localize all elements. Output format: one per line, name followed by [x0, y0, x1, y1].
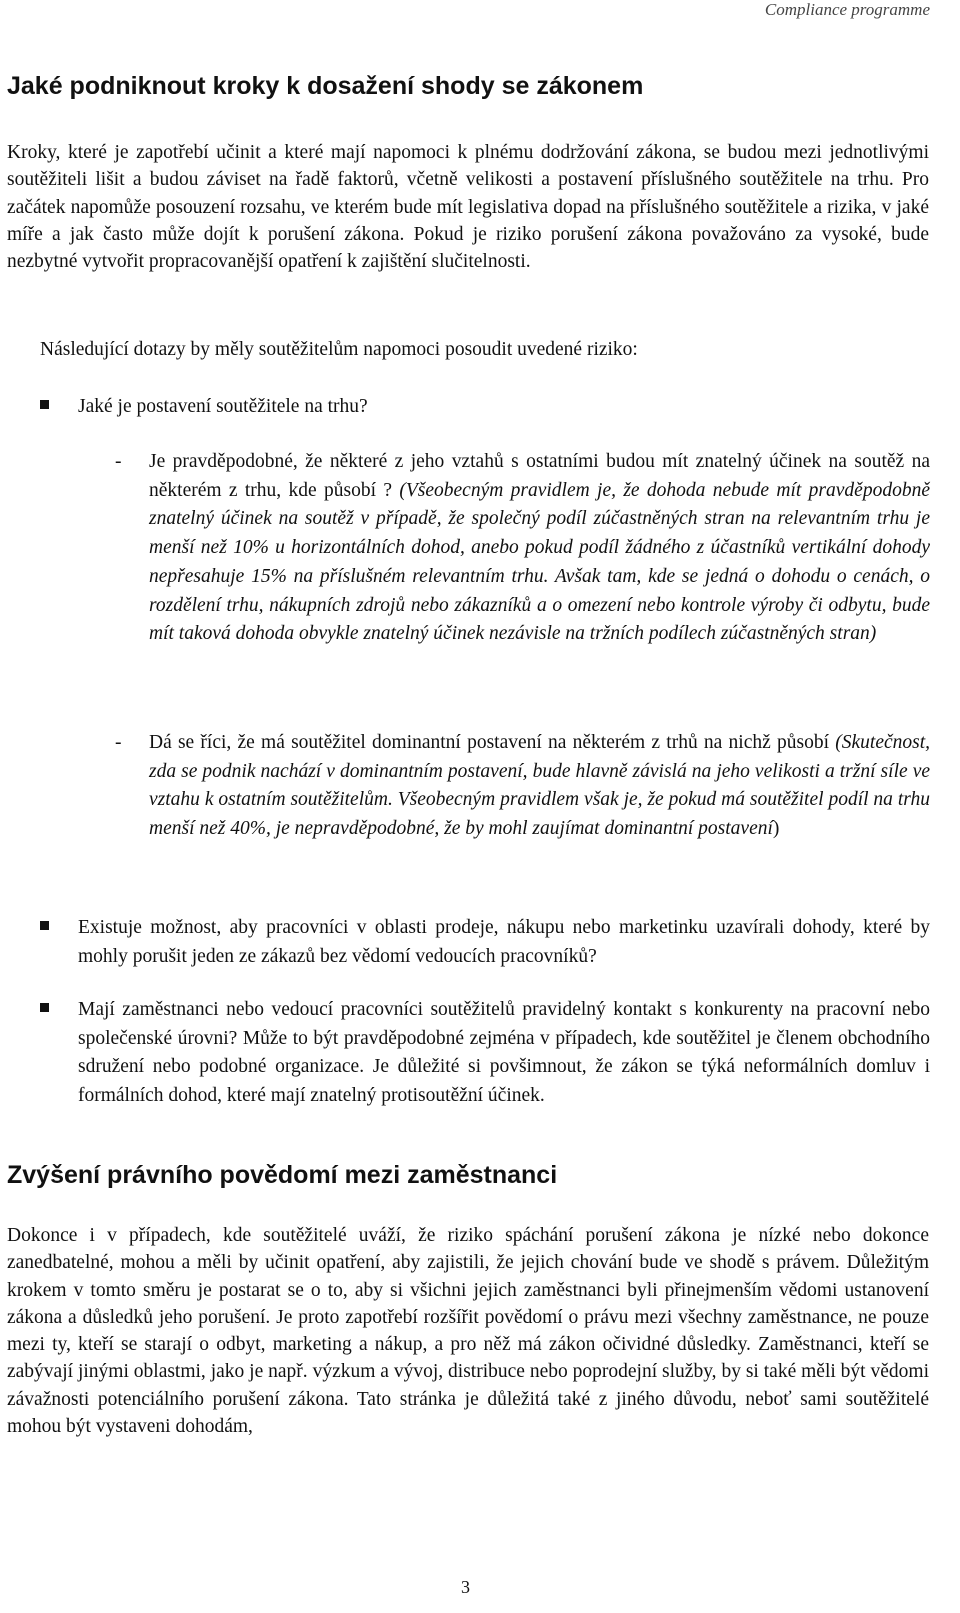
dash-plain-text: Je pravděpodobné, že některé z jeho vztahů s ostatními budou mít znatelný účinek na soutěž na některém z trhu, kde působí ?	[149, 451, 930, 501]
dash-plain-text: Dá se říci, že má soutěžitel dominantní postavení na některém z trhů na nichž působí	[149, 732, 830, 753]
intro-paragraph: Kroky, které je zapotřebí učinit a které mají napomoci k plnému dodržování zákona, se budou mezi jednotlivými soutěžiteli lišit a budou záviset na řadě faktorů, včetně velikosti a postavení příslušného soutěžitele na trhu. Pro začátek napomůže posouzení rozsahu, ve kterém bude mít legislativa dopad na příslušného soutěžitele a rizika, v jaké míře a jak často může dojít k porušení zákona. Pokud je riziko porušení zákona považováno za vysoké, bude nezbytné vytvořit propracovanější opatření k zajištění slučitelnosti.	[7, 142, 929, 273]
square-bullet-icon	[40, 400, 49, 409]
questions-intro: Následující dotazy by měly soutěžitelům napomoci posoudit uvedené riziko:	[40, 339, 638, 360]
running-header: Compliance programme	[764, 0, 930, 19]
dash-marker: -	[115, 451, 122, 472]
bullet-text: Mají zaměstnanci nebo vedoucí pracovníci soutěžitelů pravidelný kontakt s konkurenty na pracovní nebo společenské úrovni? Může to být pravděpodobné zejména v případech, kde soutěžitel je členem obchodního sdružení nebo podobné organizace. Je důležité si povšimnout, že zákon se týká neformálních domluv i formálních dohod, které mají znatelný protisoutěžní účinek.	[78, 999, 930, 1107]
section-heading-compliance-steps: Jaké podniknout kroky k dosažení shody se zákonem	[7, 72, 644, 100]
dash-italic-note: (Skutečnost, zda se podnik nachází v dominantním postavení, bude hlavně závislá na jeho velikosti a tržní síle ve vztahu k ostatním soutěžitelům. Všeobecným pravidlem však je, že pokud má soutěžitel podíl na trhu menší než 40%, je nepravděpodobné, že by mohl zaujímat dominantní postavení	[149, 732, 931, 840]
dash-item-text	[149, 729, 930, 844]
dash-marker: -	[115, 732, 122, 753]
dash-item-text	[149, 448, 930, 649]
awareness-paragraph: Dokonce i v případech, kde soutěžitelé uváží, že riziko spáchání porušení zákona je nízké nebo dokonce zanedbatelné, mohou a měli by učinit opatření, aby zajistili, že jejich chování bude ve shodě s právem. Důležitým krokem v tomto směru je postarat se o to, aby si všichni jejich zaměstnanci byli přinejmenším vědomi ustanovení zákona a důsledků jeho porušení. Je proto zapotřebí rozšířit povědomí o právu mezi všechny zaměstnance, ne pouze mezi ty, kteří se starají o odbyt, marketing a nákup, a pro něž má zákon očividné důsledky. Zaměstnanci, kteří se zabývají jinými oblastmi, jako je např. výzkum a vývoj, distribuce nebo poprodejní služby, by si také měli být vědomi závažnosti potenciálního porušení zákona. Tato stránka je důležitá také z jiného důvodu, neboť sami soutěžitelé mohou být vystaveni dohodám,	[7, 1225, 929, 1438]
square-bullet-icon	[40, 921, 49, 930]
page-number: 3	[461, 1577, 470, 1597]
bullet-text: Jaké je postavení soutěžitele na trhu?	[78, 396, 368, 417]
dash-closing-paren: )	[772, 818, 780, 840]
section-heading-legal-awareness: Zvýšení právního povědomí mezi zaměstnanci	[7, 1161, 558, 1189]
dash-italic-note: (Všeobecným pravidlem je, že dohoda nebude mít pravděpodobně znatelný účinek na soutěž v případě, že společný podíl zúčastněných stran na relevantním trhu je menší než 10% u horizontálních dohod, anebo pokud podíl žádného z účastníků vertikální dohody nepřesahuje 15% na příslušném relevantním trhu. Avšak tam, kde se jedná o dohodu o cenách, o rozdělení trhu, nákupních zdrojů nebo zákazníků a o omezení nebo kontrole výroby či odbytu, bude mít taková dohoda obvykle znatelný účinek nezávisle na tržních podílech zúčastněných stran)	[149, 479, 930, 645]
bullet-text: Existuje možnost, aby pracovníci v oblasti prodeje, nákupu nebo marketinku uzavírali dohody, které by mohly porušit jeden ze zákazů bez vědomí vedoucích pracovníků?	[78, 917, 930, 967]
square-bullet-icon	[40, 1003, 49, 1012]
